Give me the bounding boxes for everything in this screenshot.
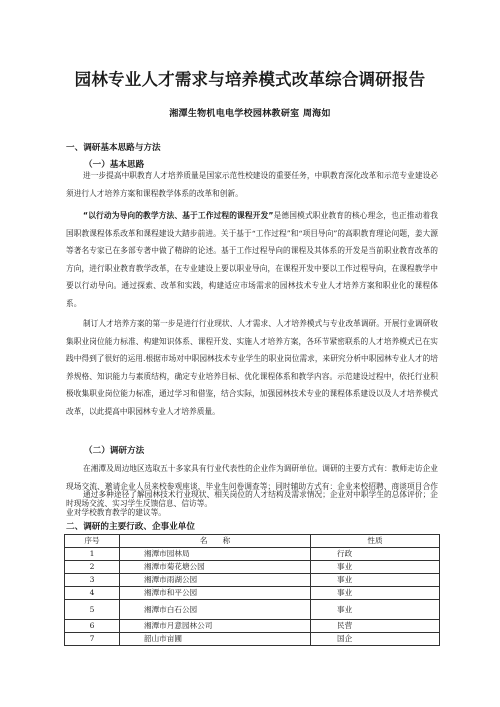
cell-no: 5: [65, 600, 120, 620]
table-row: [65, 600, 440, 620]
paragraph-training-plan: 制订人才培养方案的第一步是进行行业现状、人才需求、人才培养模式与专业改革调研。开展行业调研收集职业岗位能力标准、构建知识体系、课程开发、实施人才培养方案，各环节紧密联系的人才培养模式已在实践中得到了很好的运用.根据市场对中职园林技术专业学生的职业岗位需求，来研究分析中职园林专业人才的培养规格、知识能力与素质结构，确定专业培养目标、优化课程体系和教学内容。示范建设过程中，依托行业积极收集职业岗位能力标准，通过学习和借鉴，结合实际，加强园林技术专业的课程体系建设以及人才培养模式改革，以此提高中职园林专业人才培养质量。: [66, 319, 438, 416]
paragraph-body: 是德国模式职业教育的核心理念，也正推动着我国职教课程体系改革和课程建设大踏步前进。关于基于“工作过程”和“项目导向”的高职教育理论问题，姜大源等著名专家已在多部专著中做了精辟的论述。基于工作过程导向的课程及其体系的开发是当前职业教育改革的方向，进行职业教育教学改革，在专业建设上要以职业导向，在课程开发中要以工作过程导向，在课程教学中要以行动导向。通过探索、改革和实践，构建适应市场需求的园林技术专业人才培养方案和职业化的课程体系。: [66, 211, 438, 308]
cell-nature: 行政: [311, 548, 440, 561]
cell-nature: 事业: [311, 561, 440, 574]
cell-nature: 事业: [311, 574, 440, 587]
paragraph-german-model: [66, 207, 438, 313]
paragraph-research-method: 在湘潭及周边地区选取五十多家具有行业代表性的企业作为调研单位。调研的主要方式有：教师走访企业现场交流、邀请企业人员来校参观座谈，毕业生问卷调查等；同时辅助方式有：企业来校招聘、商谈项目合作时现场交流、实习学生反馈信息、信访等。: [66, 464, 438, 509]
table-header-row: [65, 535, 440, 548]
paragraph-lead-bold: “以行动为导向的教学方法、基于工作过程的课程开发”: [83, 211, 274, 220]
table-row: [65, 633, 440, 646]
table-row: [65, 561, 440, 574]
report-title: 园林专业人才需求与培养模式改革综合调研报告: [74, 70, 426, 89]
cell-no: 7: [65, 633, 120, 646]
cell-no: 3: [65, 574, 120, 587]
cell-name: 湘潭市和平公园: [120, 587, 311, 600]
cell-name: 湘潭市白石公园: [120, 600, 311, 620]
table-row: [65, 620, 440, 633]
cell-no: 4: [65, 587, 120, 600]
cell-name: 湘潭市园林局: [120, 548, 311, 561]
report-author: 湘潭生物机电电学校园林教研室 周海如: [169, 109, 331, 119]
paragraph-research-goals: 通过多种途径了解园林技术行业现状、相关岗位的人才结构及需求情况；企业对中职学生的总体评价；企业对学校教育教学的建议等。: [66, 490, 438, 517]
section-heading-methods: 一、调研基本思路与方法: [66, 143, 161, 153]
cell-nature: 事业: [311, 587, 440, 600]
cell-name: 湘潭市月意园林公司: [120, 620, 311, 633]
column-header-name: 名 称: [120, 535, 311, 548]
cell-name: 湘潭市雨湖公园: [120, 574, 311, 587]
table-row: [65, 587, 440, 600]
section-heading-units: 二、调研的主要行政、企事业单位: [66, 522, 195, 532]
table-row: [65, 574, 440, 587]
table-row: [65, 548, 440, 561]
cell-nature: 事业: [311, 600, 440, 620]
cell-nature: 国企: [311, 633, 440, 646]
column-header-nature: 性质: [311, 535, 440, 548]
units-table: [64, 534, 440, 646]
cell-no: 2: [65, 561, 120, 574]
cell-name: 韶山市亩圃: [120, 633, 311, 646]
cell-no: 1: [65, 548, 120, 561]
subheading-basic-idea: （一）基本思路: [84, 160, 145, 170]
paragraph-intro: 进一步提高中职教育人才培养质量是国家示范性校建设的重要任务，中职教育深化改革和示范专业建设必须进行人才培养方案和课程教学体系的改革和创新。: [66, 171, 438, 198]
cell-name: 湘潭市菊花塘公园: [120, 561, 311, 574]
cell-no: 6: [65, 620, 120, 633]
subheading-research-method: （二）调研方法: [84, 446, 145, 456]
column-header-no: 序号: [65, 535, 120, 548]
cell-nature: 民营: [311, 620, 440, 633]
